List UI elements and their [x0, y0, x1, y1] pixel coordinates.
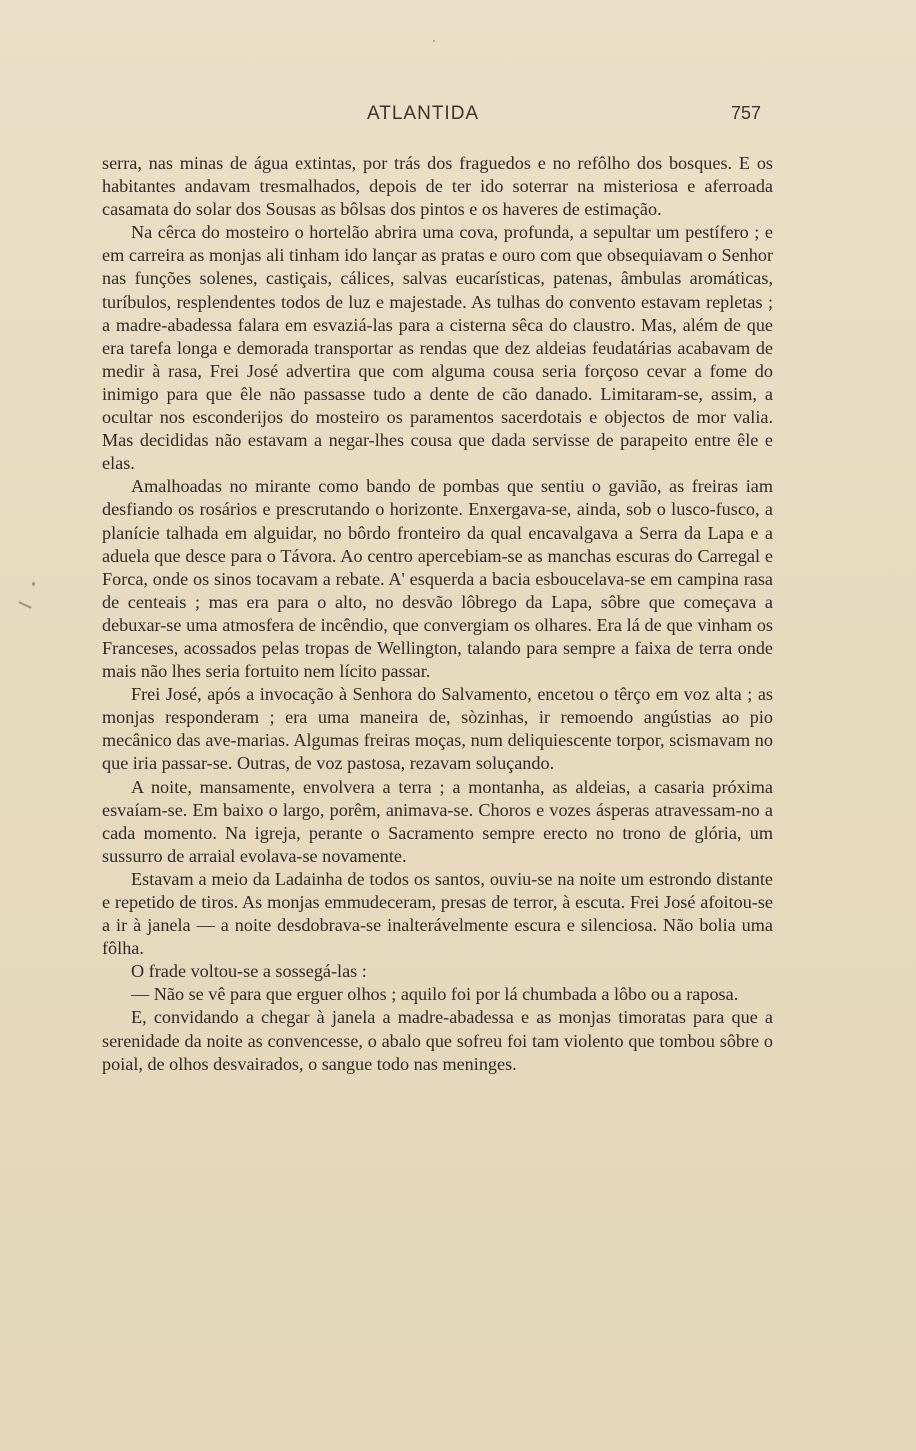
paragraph: Estavam a meio da Ladainha de todos os santos, ouviu-se na noite um estrondo distante e repetido de tiros. As monjas emmudeceram, presas de terror, à escuta. Frei José afoitou-se a ir à janela — a noite desdobrava-se inalterávelmente escura e silenciosa. Não bolia uma fôlha. — [102, 868, 773, 959]
paragraph: O frade voltou-se a sossegá-las : — [131, 961, 367, 982]
paragraph-dialogue: — Não se vê para que erguer olhos ; aquilo foi por lá chumbada a lôbo ou a raposa. — [131, 984, 739, 1005]
paragraph: Na cêrca do mosteiro o hortelão abrira uma cova, profunda, a sepultar um pestífero ; e em carreira as monjas ali tinham ido lançar as pratas e ouro com que obsequiavam o Senhor nas funções solenes, castiçais, cálices, salvas eucarísticas, patenas, âmbulas aromáticas, turíbulos, resplendentes todos de luz e majestade. As tulhas do convento estavam repletas ; a madre-abadessa falara em esvaziá-las para a cisterna sêca do claustro. Mas, além de que era tarefa longa e demorada transportar as rendas que dez aldeias feudatárias acabavam de medir à rasa, Frei José advertira que com alguma cousa seria forçoso cevar a fome do inimigo para que êle não passasse tudo a dente de cão danado. Limitaram-se, assim, a ocultar nos esconderijos do mosteiro os paramentos sacerdotais e objectos de mor valia. Mas decididas não estavam a negar-lhes cousa que dada servisse de parapeito entre êle e elas. — [102, 222, 773, 474]
print-speck — [32, 582, 35, 586]
page-number: 757 — [731, 103, 762, 123]
running-header-title: ATLANTIDA — [367, 103, 480, 124]
paragraph: E, convidando a chegar à janela a madre-abadessa e as monjas timoratas para que a serenidade da noite as convencesse, o abalo que sofreu foi tam violento que tombou sôbre o poial, de olhos desvairados, o sangue todo nas meninges. — [102, 1007, 773, 1074]
paragraph: Frei José, após a invocação à Senhora do Salvamento, encetou o têrço em voz alta ; as monjas responderam ; era uma maneira de, sòzinhas, ir remoendo angústias ao pio mecânico das ave-marias. Algumas freiras moças, num deliquiescente torpor, scismavam no que iria passar-se. Outras, de voz pastosa, rezavam soluçando. — [102, 684, 773, 774]
paragraph-continuation: serra, nas minas de água extintas, por trás dos fraguedos e no refôlho dos bosques. E os habitantes andavam tresmalhados, depois de ter ido soterrar na misteriosa e aferroada casamata do solar dos Sousas as bôlsas dos pintos e os haveres de estimação. — [102, 153, 773, 220]
print-speck — [433, 40, 435, 42]
print-speck — [18, 601, 32, 609]
body-text — [102, 152, 773, 1076]
paragraph: Amalhoadas no mirante como bando de pombas que sentiu o gavião, as freiras iam desfiando os rosários e prescrutando o horizonte. Enxergava-se, ainda, sob o lusco-fusco, a planície talhada em alguidar, no bôrdo fronteiro da qual encavalgava a Serra da Lapa e a aduela que desce para o Távora. Ao centro apercebiam-se as manchas escuras do Carregal e Forca, onde os sinos tocavam a rebate. A' esquerda a bacia esboucelava-se em campina rasa de centeais ; mas era para o alto, no desvão lôbrego da Lapa, sôbre que começava a debuxar-se uma atmosfera de incêndio, que convergiam os olhares. Era lá de que vinham os Franceses, acossados pelas tropas de Wellington, talando para sempre a faixa de terra onde mais não lhes seria fortuito nem lícito passar. — [102, 476, 773, 682]
paragraph: A noite, mansamente, envolvera a terra ; a montanha, as aldeias, a casaria próxima esvaíam-se. Em baixo o largo, porêm, animava-se. Choros e vozes ásperas atravessam-no a cada momento. Na igreja, perante o Sacramento sempre erecto no trono de glória, um sussurro de arraial evolava-se novamente. — [102, 776, 773, 866]
